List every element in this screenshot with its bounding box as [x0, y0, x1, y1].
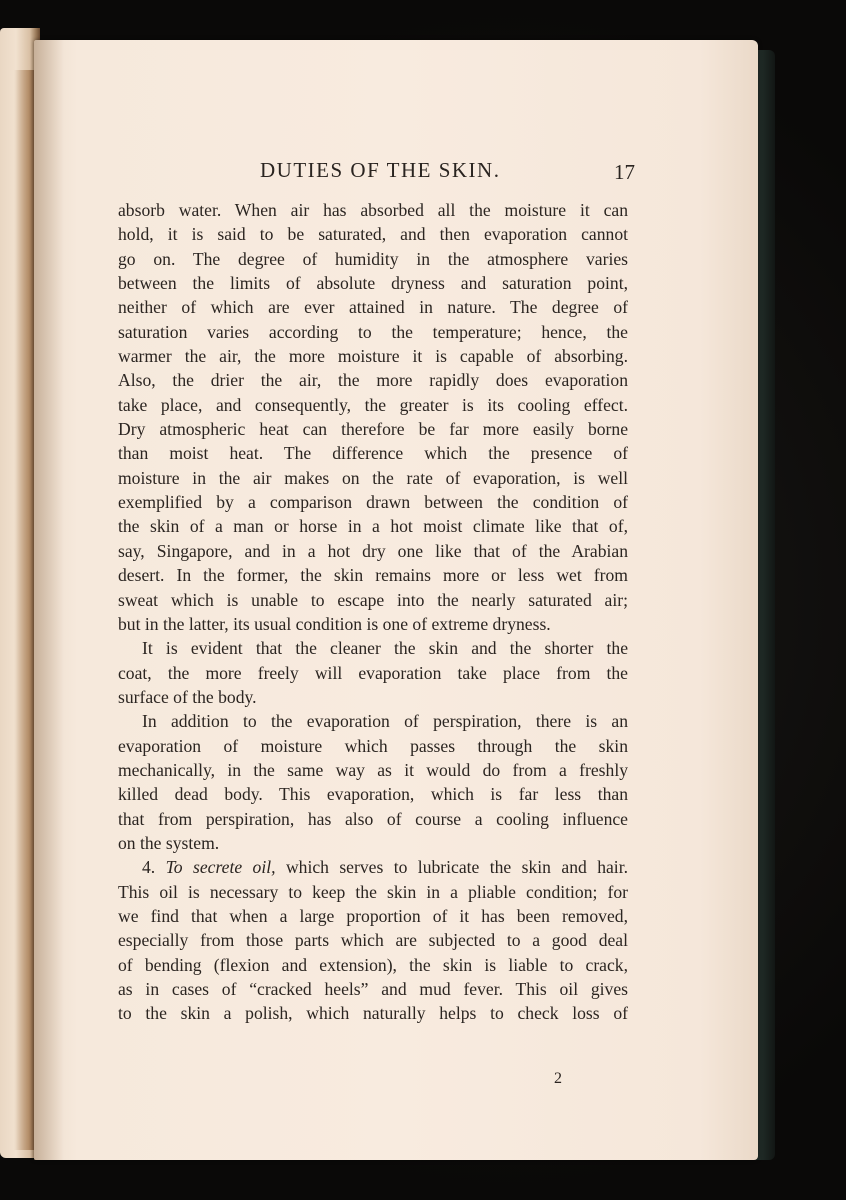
text-line: moisture in the air makes on the rate of evaporation, is well	[118, 467, 628, 488]
text-line: of bending (flexion and extension), the skin is liable to crack,	[118, 954, 628, 975]
text-line: Dry atmospheric heat can therefore be far more easily borne	[118, 419, 628, 440]
paragraph-start-line	[118, 855, 628, 879]
text-line: on the system.	[118, 832, 220, 853]
signature-mark: 2	[554, 1070, 562, 1087]
text-line: between the limits of absolute dryness and saturation point,	[118, 273, 628, 294]
text-line: hold, it is said to be saturated, and then evaporation cannot	[118, 224, 628, 245]
item-text: which serves to lubricate the skin and hair.	[285, 857, 628, 878]
text-line: surface of the body.	[118, 686, 257, 707]
body-text	[118, 198, 628, 1026]
text-line: absorb water. When air has absorbed all the moisture it can	[118, 200, 628, 220]
page-header	[34, 158, 758, 198]
text-line: coat, the more freely will evaporation take place from the	[118, 662, 628, 683]
text-line: go on. The degree of humidity in the atmosphere varies	[118, 248, 628, 269]
text-line: but in the latter, its usual condition is one of extreme dryness.	[118, 613, 551, 634]
text-line: than moist heat. The difference which the presence of	[118, 443, 628, 464]
running-title: DUTIES OF THE SKIN.	[260, 158, 501, 182]
item-heading: To secrete oil,	[165, 857, 276, 878]
text-line: especially from those parts which are subjected to a good deal	[118, 930, 628, 951]
text-line: that from perspiration, has also of course a cooling influence	[118, 808, 628, 829]
text-line: take place, and consequently, the greater is its cooling effect.	[118, 394, 628, 415]
paragraph-start-line: It is evident that the cleaner the skin and the shorter the	[142, 638, 628, 659]
text-line: evaporation of moisture which passes through the skin	[118, 735, 628, 756]
text-line: Also, the drier the air, the more rapidly does evaporation	[118, 370, 628, 391]
text-line: neither of which are ever attained in nature. The degree of	[118, 297, 628, 318]
book-page	[34, 40, 758, 1160]
text-line: warmer the air, the more moisture it is capable of absorbing.	[118, 346, 628, 367]
text-line: as in cases of “cracked heels” and mud fever. This oil gives	[118, 979, 628, 999]
text-line: sweat which is unable to escape into the nearly saturated air;	[118, 589, 628, 610]
page-number: 17	[614, 160, 635, 184]
text-line: say, Singapore, and in a hot dry one like that of the Arabian	[118, 540, 628, 561]
text-line: killed dead body. This evaporation, which is far less than	[118, 784, 628, 805]
text-line: exemplified by a comparison drawn between the condition of	[118, 492, 628, 513]
page-gutter	[34, 40, 64, 1160]
paragraph-start-line: In addition to the evaporation of perspiration, there is an	[142, 711, 628, 732]
text-line: we find that when a large proportion of it has been removed,	[118, 905, 628, 926]
text-line: This oil is necessary to keep the skin in a pliable condition; for	[118, 881, 628, 902]
text-line: mechanically, in the same way as it would do from a freshly	[118, 759, 628, 780]
text-line: saturation varies according to the temperature; hence, the	[118, 321, 628, 342]
item-number: 4.	[142, 857, 156, 878]
text-line: desert. In the former, the skin remains more or less wet from	[118, 565, 628, 586]
text-line: to the skin a polish, which naturally helps to check loss of	[118, 1003, 628, 1024]
text-line: the skin of a man or horse in a hot moist climate like that of,	[118, 516, 628, 537]
